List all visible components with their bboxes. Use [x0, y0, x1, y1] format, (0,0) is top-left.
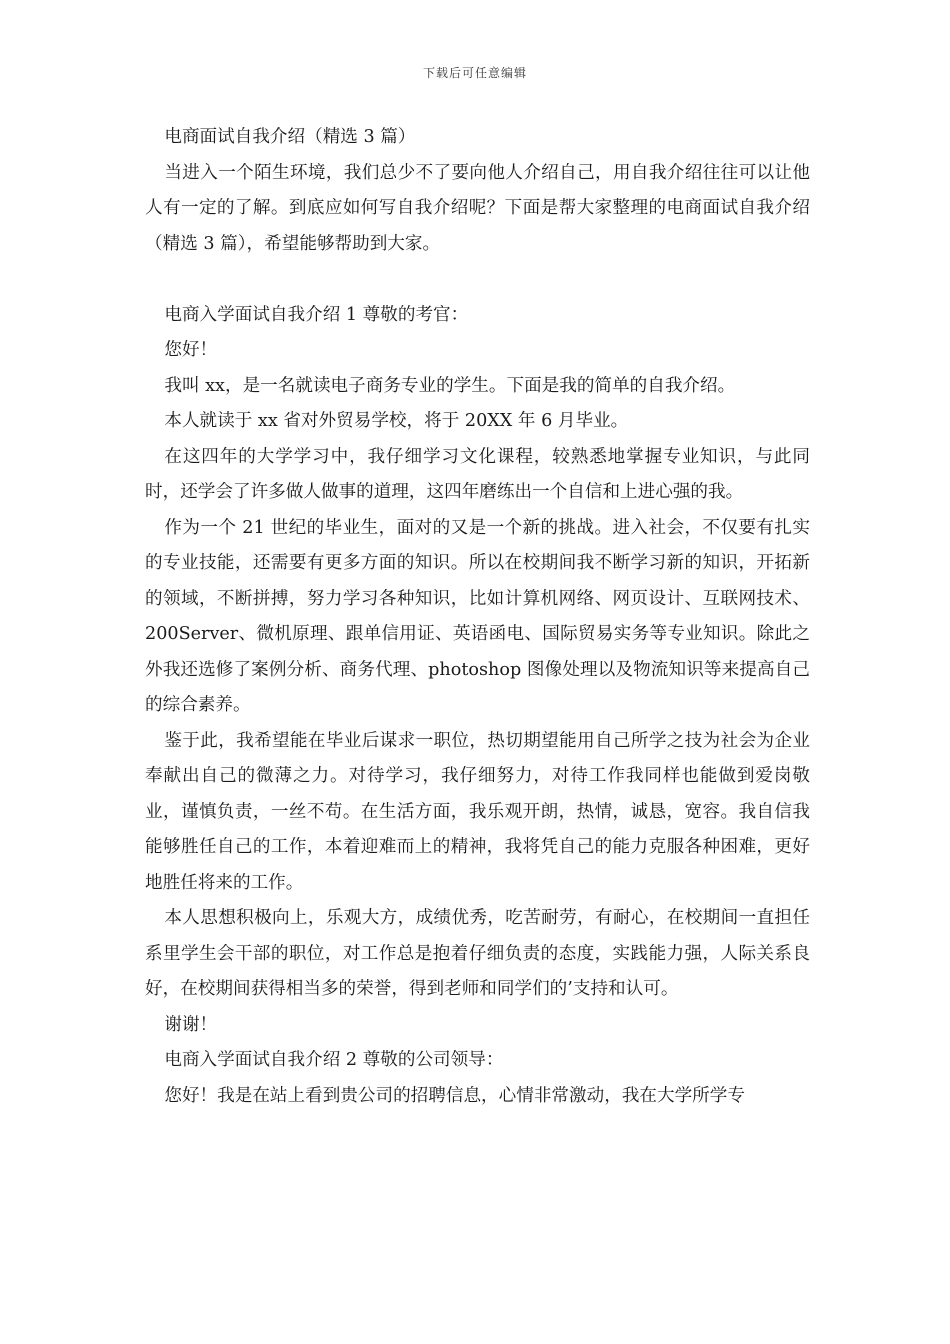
section-1-thanks: 谢谢！: [164, 1014, 218, 1035]
section-1-heading: 电商入学面试自我介绍 1 尊敬的考官：: [164, 304, 469, 325]
section-1-paragraph-3: 在这四年的大学学习中，我仔细学习文化课程，较熟悉地掌握专业知识，与此同时，还学会了许多做人做事的道理，这四年磨练出一个自信和上进心强的我。: [145, 446, 810, 502]
header-note: 下载后可任意编辑: [422, 66, 527, 80]
section-2-heading: 电商入学面试自我介绍 2 尊敬的公司领导：: [164, 1050, 504, 1070]
document-body: [145, 120, 810, 1114]
document-title: 电商面试自我介绍（精选 3 篇）: [164, 127, 416, 147]
section-1-greeting: 您好！: [164, 340, 218, 360]
section-1-paragraph-6: 本人思想积极向上，乐观大方，成绩优秀，吃苦耐劳，有耐心，在校期间一直担任系里学生会干部的职位，对工作总是抱着仔细负责的态度，实践能力强，人际关系良好，在校期间获得相当多的荣誉，得到老师和同学们的’支持和认可。: [145, 908, 810, 999]
section-1-paragraph-1: 我叫 xx，是一名就读电子商务专业的学生。下面是我的简单的自我介绍。: [164, 375, 736, 396]
section-1-paragraph-5: 鉴于此，我希望能在毕业后谋求一职位，热切期望能用自己所学之技为社会为企业奉献出自己的微薄之力。对待学习，我仔细努力，对待工作我同样也能做到爱岗敬业，谨慎负责，一丝不苟。在生活方面，我乐观开朗，热情，诚恳，宽容。我自信我能够胜任自己的工作，本着迎难而上的精神，我将凭自己的能力克服各种困难，更好地胜任将来的工作。: [145, 730, 810, 893]
blank-line: [145, 262, 810, 298]
section-1-paragraph-2: 本人就读于 xx 省对外贸易学校，将于 20XX 年 6 月毕业。: [164, 411, 629, 431]
section-2-paragraph-1: 您好！我是在站上看到贵公司的招聘信息，心情非常激动，我在大学所学专: [164, 1085, 745, 1106]
intro-paragraph: 当进入一个陌生环境，我们总少不了要向他人介绍自己，用自我介绍往往可以让他人有一定的了解。到底应如何写自我介绍呢？下面是帮大家整理的电商面试自我介绍（精选 3 篇），希望能够帮助到大家。: [145, 162, 810, 254]
section-1-paragraph-4: 作为一个 21 世纪的毕业生，面对的又是一个新的挑战。进入社会，不仅要有扎实的专业技能，还需要有更多方面的知识。所以在校期间我不断学习新的知识，开拓新的领域，不断拼搏，努力学习各种知识，比如计算机网络、网页设计、互联网技术、200Server、微机原理、跟单信用证、英语函电、国际贸易实务等专业知识。除此之外我还选修了案例分析、商务代理、photoshop 图像处理以及物流知识等来提高自己的综合素养。: [145, 517, 810, 715]
